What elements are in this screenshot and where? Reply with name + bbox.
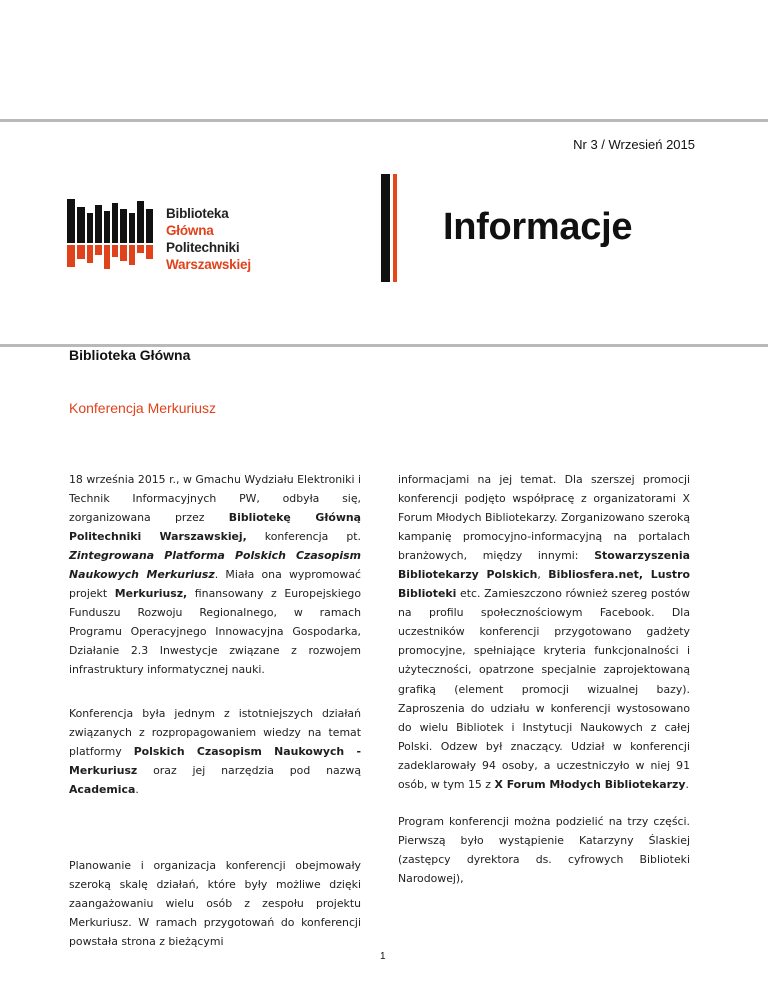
- emphasized-text: Academica: [69, 782, 136, 796]
- emphasized-text: Merkuriusz,: [114, 587, 188, 601]
- article-column-left: [69, 470, 361, 951]
- text-run: . Miała ona wypromować projekt: [69, 568, 361, 601]
- emphasized-text: Stowarzyszenia Bibliotekarzy Polskich: [398, 549, 690, 582]
- paragraph: [398, 812, 690, 888]
- issue-number: Nr 3 / Wrzesień 2015: [573, 137, 695, 152]
- emphasized-text: Polskich Czasopism Naukowych - Merkuriusz: [69, 744, 362, 777]
- text-run: Program konferencji można podzielić na trzy części. Pierwszą było wystąpienie Katarzyny Ślaskiej (zastępcy dyrektora ds. cyfrowych Biblioteki Narodowej),: [398, 814, 690, 885]
- accent-bar-orange: [393, 174, 397, 282]
- logo-text-line: Główna: [166, 223, 214, 238]
- emphasized-text: X Forum Młodych Bibliotekarzy: [494, 777, 686, 791]
- article-title: Konferencja Merkuriusz: [69, 400, 217, 416]
- top-divider: [0, 119, 768, 122]
- emphasized-text: Bibliosfera.net, Lustro Biblioteki: [398, 568, 690, 601]
- text-run: .: [135, 782, 139, 796]
- logo-text-line: Politechniki: [166, 240, 240, 255]
- paragraph: [69, 704, 361, 799]
- text-run: ,: [537, 568, 549, 582]
- library-logo: [67, 199, 257, 275]
- text-run: informacjami na jej temat. Dla szerszej promocji konferencji podjęto współpracę z organizatorami X Forum Młodych Bibliotekarzy. Zorganizowano szeroką kampanię promocyjno-informacyjną na portalach branżowych, między innymi:: [398, 473, 690, 563]
- text-run: finansowany z Europejskiego Funduszu Rozwoju Regionalnego, w ramach Programu Operacyjnego Innowacyjna Gospodarka, Działanie 2.3 Inwestycje związane z rozwojem infrastruktury informatycznej nauki.: [69, 587, 361, 677]
- section-heading: Biblioteka Główna: [69, 347, 191, 363]
- text-run: etc. Zamieszczono również szereg postów na profilu społecznościowym Facebook. Dla uczestników konferencji przygotowano gadżety promocyjne, spełniające kryteria funkcjonalności i użyteczności, opatrzone specjalnie zaprojektowaną grafiką (element promocji wizualnej bazy). Zaproszenia do udziału w konferencji wystosowano do wielu Bibliotek i Instytucji Naukowych z całej Polski. Odzew był znaczący. Udział w konferencji zadeklarowały 94 osoby, a uczestniczyło w niej 91 osób, w tym 15 z: [398, 587, 690, 791]
- paragraph: [398, 470, 690, 794]
- paragraph: [69, 856, 361, 951]
- article-column-right: [398, 470, 690, 888]
- accent-bar-black: [381, 174, 390, 282]
- logo-text-line: Warszawskiej: [166, 257, 251, 272]
- newsletter-title: Informacje: [443, 206, 633, 248]
- logo-text-line: Biblioteka: [166, 206, 229, 221]
- text-run: .: [685, 777, 689, 791]
- paragraph: [69, 470, 361, 680]
- text-run: konferencja pt.: [246, 530, 361, 544]
- text-run: Konferencja była jednym z istotniejszych działań związanych z rozpropagowaniem wiedzy na temat platformy: [69, 706, 361, 758]
- emphasized-text: Bibliotekę Główną Politechniki Warszawskiej,: [69, 511, 361, 544]
- text-run: 18 września 2015 r., w Gmachu Wydziału Elektroniki i Technik Informacyjnych PW, odbyła się, zorganizowana przez: [69, 473, 361, 525]
- text-run: oraz jej narzędzia pod nazwą: [137, 763, 361, 777]
- text-run: Planowanie i organizacja konferencji obejmowały szeroką skalę działań, które były możliwe dzięki zaangażowaniu wielu osób z zespołu projektu Merkuriusz. W ramach przygotowań do konferencji powstała strona z bieżącymi: [69, 858, 361, 948]
- page-number: 1: [380, 951, 386, 962]
- logo-bars-icon: [67, 199, 159, 275]
- emphasized-text: Zintegrowana Platforma Polskich Czasopism Naukowych Merkuriusz: [69, 549, 361, 582]
